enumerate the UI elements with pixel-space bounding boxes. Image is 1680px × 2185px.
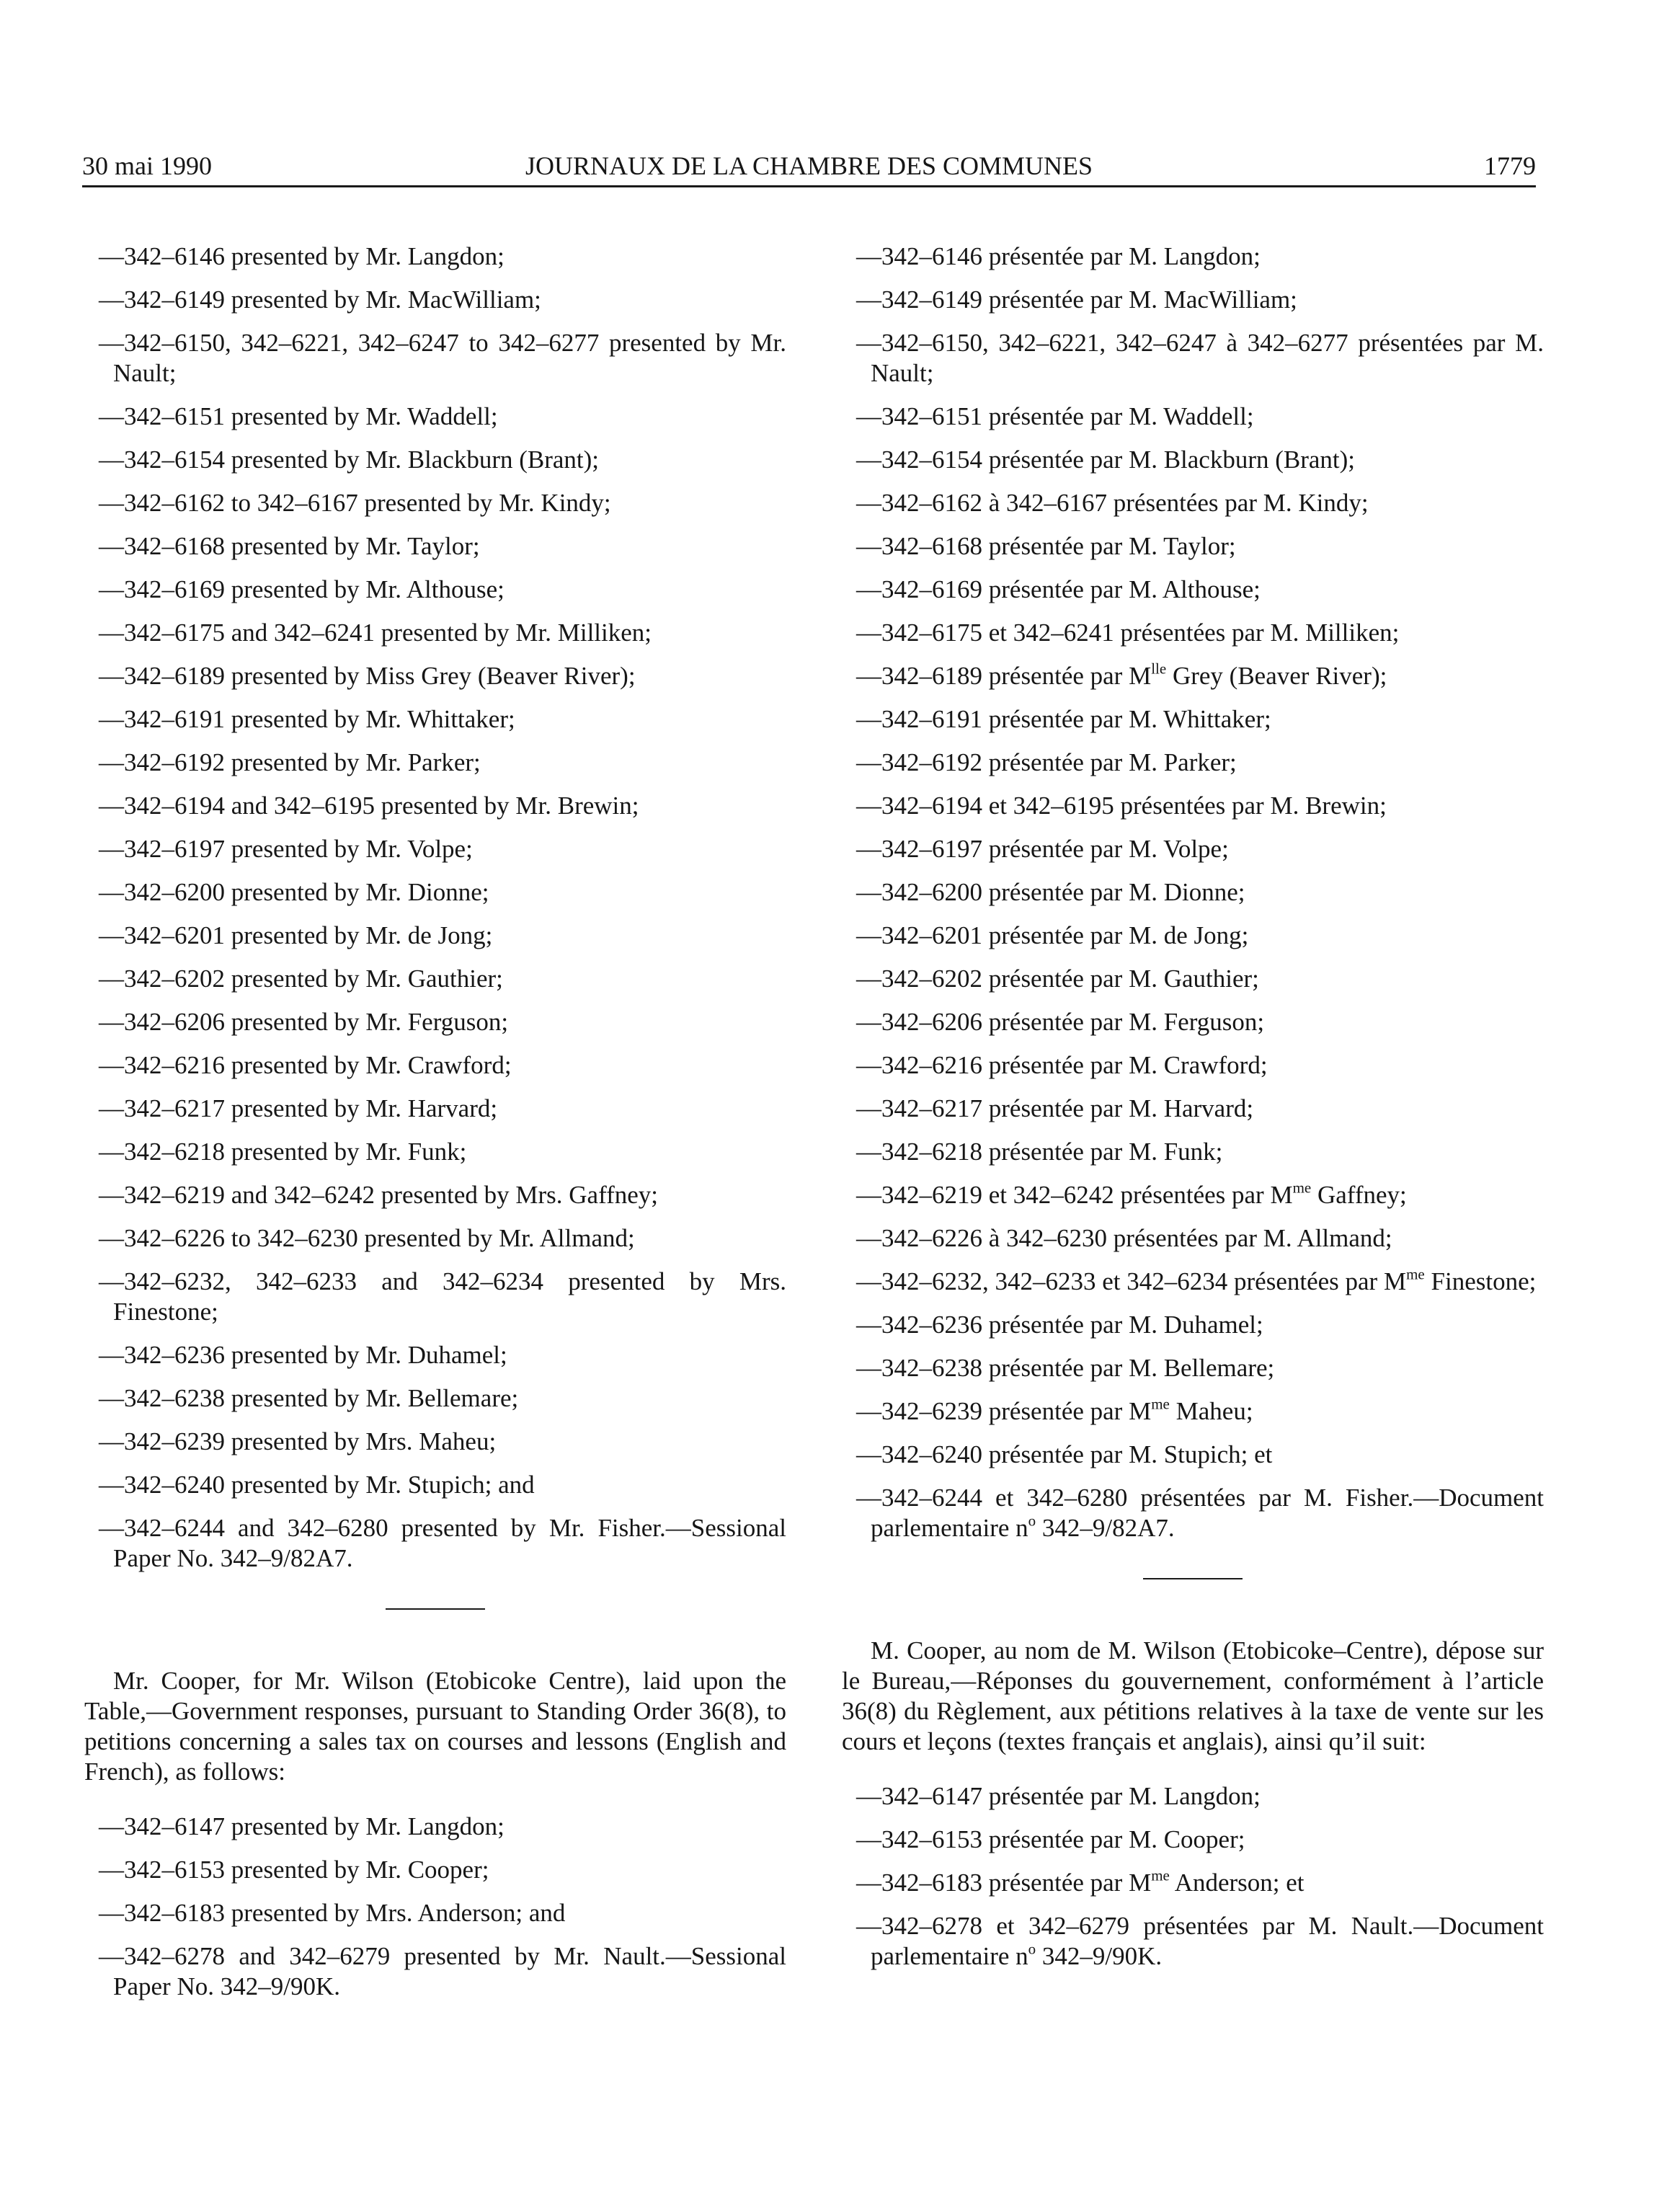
petition-item: —342–6217 présentée par M. Harvard;: [856, 1094, 1254, 1122]
petition-item: —342–6189 présentée par $M^{lle}$ Grey (Beaver River);: [856, 660, 1387, 690]
responses-paragraph: Mr. Cooper, for Mr. Wilson (Etobicoke Centre), laid upon the Table,—Government responses, pursuant to Standing Order 36(8), to petitions concerning a sales tax on courses and lessons (English and French), as follows:: [84, 1667, 786, 1786]
header-date: 30 mai 1990: [82, 151, 212, 180]
petition-list-1: [84, 241, 786, 1574]
petition-item: —342–6219 et 342–6242 présentées par $M^{me}$ Gaffney;: [856, 1179, 1407, 1209]
petition-item: —342–6168 présentée par M. Taylor;: [856, 532, 1236, 560]
petition-item: —342–6192 présentée par M. Parker;: [856, 748, 1237, 776]
petition-item: —342–6236 presented by Mr. Duhamel;: [99, 1341, 507, 1369]
petition-item: —342–6150, 342–6221, 342–6247 to 342–6277 presented by Mr. Nault;: [99, 329, 786, 387]
petition-item: —342–6146 presented by Mr. Langdon;: [99, 242, 505, 270]
petition-item: —342–6240 presented by Mr. Stupich; and: [99, 1471, 535, 1499]
petition-list-1-fr: [842, 241, 1544, 1543]
petition-item: —342–6200 presented by Mr. Dionne;: [99, 878, 489, 906]
petition-item: —342–6201 presented by Mr. de Jong;: [99, 921, 493, 949]
section-divider-fr: [1143, 1578, 1243, 1579]
petition-item: —342–6240 présentée par M. Stupich; et: [856, 1440, 1273, 1468]
petition-item: —342–6216 presented by Mr. Crawford;: [99, 1051, 512, 1079]
petition-item: —342–6151 présentée par M. Waddell;: [856, 402, 1254, 430]
petition-item: —342–6238 présentée par M. Bellemare;: [856, 1354, 1275, 1382]
petition-item: —342–6200 présentée par M. Dionne;: [856, 878, 1245, 906]
petition-item: —342–6206 présentée par M. Ferguson;: [856, 1008, 1265, 1036]
petition-item: —342–6162 à 342–6167 présentées par M. Kindy;: [856, 489, 1369, 517]
petition-item: —342–6239 presented by Mrs. Maheu;: [99, 1427, 497, 1455]
petition-item: —342–6197 presented by Mr. Volpe;: [99, 835, 473, 863]
petition-item: —342–6183 présentée par $M^{me}$ Anderson; et: [856, 1866, 1305, 1897]
petition-item: —342–6192 presented by Mr. Parker;: [99, 748, 481, 776]
petition-item: —342–6278 and 342–6279 presented by Mr. Nault.—Sessional Paper No. 342–9/90K.: [99, 1942, 786, 2000]
petition-item: —342–6278 et 342–6279 présentées par M. Nault.—Document parlementaire $n^o$ 342–9/90K.: [856, 1912, 1544, 1970]
petition-item: —342–6149 presented by Mr. MacWilliam;: [99, 285, 541, 314]
petition-item: —342–6216 présentée par M. Crawford;: [856, 1051, 1268, 1079]
petition-item: —342–6226 à 342–6230 présentées par M. Allmand;: [856, 1224, 1392, 1252]
petition-item: —342–6153 presented by Mr. Cooper;: [99, 1856, 489, 1884]
petition-item: —342–6191 présentée par M. Whittaker;: [856, 705, 1271, 733]
petition-item: —342–6150, 342–6221, 342–6247 à 342–6277 présentées par M. Nault;: [856, 329, 1544, 387]
petition-item: —342–6151 presented by Mr. Waddell;: [99, 402, 498, 430]
english-column: [84, 241, 786, 2015]
petition-item: —342–6147 presented by Mr. Langdon;: [99, 1812, 505, 1840]
petition-item: —342–6175 et 342–6241 présentées par M. Milliken;: [856, 619, 1400, 647]
petition-item: —342–6149 présentée par M. MacWilliam;: [856, 285, 1297, 314]
page-header: [82, 148, 1536, 187]
petition-item: —342–6244 et 342–6280 présentées par M. Fisher.—Document parlementaire $n^o$ 342–9/82A7.: [856, 1484, 1544, 1542]
petition-item: —342–6238 presented by Mr. Bellemare;: [99, 1384, 519, 1412]
petition-item: —342–6194 and 342–6195 presented by Mr. Brewin;: [99, 792, 639, 820]
petition-item: —342–6183 presented by Mrs. Anderson; and: [99, 1899, 566, 1927]
petition-item: —342–6218 presented by Mr. Funk;: [99, 1138, 467, 1166]
petition-item: —342–6147 présentée par M. Langdon;: [856, 1782, 1261, 1810]
responses-paragraph-fr: M. Cooper, au nom de M. Wilson (Etobicoke–Centre), dépose sur le Bureau,—Réponses du gouvernement, conformément à l’article 36(8) du Règlement, aux pétitions relatives à la taxe de vente sur les cours et leçons (textes français et anglais), ainsi qu’il suit:: [842, 1636, 1544, 1755]
petition-item: —342–6162 to 342–6167 presented by Mr. Kindy;: [99, 489, 611, 517]
petition-item: —342–6239 présentée par $M^{me}$ Maheu;: [856, 1395, 1253, 1425]
petition-item: —342–6226 to 342–6230 presented by Mr. Allmand;: [99, 1224, 635, 1252]
header-title: JOURNAUX DE LA CHAMBRE DES COMMUNES: [525, 151, 1093, 180]
french-column: [842, 241, 1544, 1985]
petition-item: —342–6232, 342–6233 et 342–6234 présentées par $M^{me}$ Finestone;: [856, 1265, 1537, 1295]
petition-item: —342–6202 presented by Mr. Gauthier;: [99, 965, 503, 993]
petition-item: —342–6154 présentée par M. Blackburn (Brant);: [856, 446, 1356, 474]
petition-item: —342–6202 présentée par M. Gauthier;: [856, 965, 1259, 993]
petition-item: —342–6217 presented by Mr. Harvard;: [99, 1094, 498, 1122]
petition-item: —342–6206 presented by Mr. Ferguson;: [99, 1008, 509, 1036]
petition-item: —342–6175 and 342–6241 presented by Mr. Milliken;: [99, 619, 652, 647]
petition-item: —342–6153 présentée par M. Cooper;: [856, 1825, 1245, 1853]
petition-item: —342–6169 présentée par M. Althouse;: [856, 575, 1261, 603]
petition-item: —342–6168 presented by Mr. Taylor;: [99, 532, 480, 560]
petition-item: —342–6244 and 342–6280 presented by Mr. Fisher.—Sessional Paper No. 342–9/82A7.: [99, 1514, 786, 1572]
petition-item: —342–6232, 342–6233 and 342–6234 presented by Mrs. Finestone;: [99, 1267, 786, 1326]
petition-item: —342–6189 presented by Miss Grey (Beaver River);: [99, 662, 636, 690]
petition-item: —342–6154 presented by Mr. Blackburn (Brant);: [99, 446, 600, 474]
petition-list-2-fr: [842, 1781, 1544, 1972]
petition-item: —342–6219 and 342–6242 presented by Mrs. Gaffney;: [99, 1181, 659, 1209]
petition-item: —342–6191 presented by Mr. Whittaker;: [99, 705, 515, 733]
petition-item: —342–6218 présentée par M. Funk;: [856, 1138, 1223, 1166]
petition-item: —342–6201 présentée par M. de Jong;: [856, 921, 1249, 949]
petition-item: —342–6169 presented by Mr. Althouse;: [99, 575, 505, 603]
petition-item: —342–6146 présentée par M. Langdon;: [856, 242, 1261, 270]
header-page-number: 1779: [1484, 151, 1536, 180]
petition-item: —342–6194 et 342–6195 présentées par M. Brewin;: [856, 792, 1387, 820]
petition-item: —342–6236 présentée par M. Duhamel;: [856, 1311, 1263, 1339]
section-divider: [386, 1608, 485, 1610]
petition-list-2: [84, 1812, 786, 2002]
petition-item: —342–6197 présentée par M. Volpe;: [856, 835, 1229, 863]
